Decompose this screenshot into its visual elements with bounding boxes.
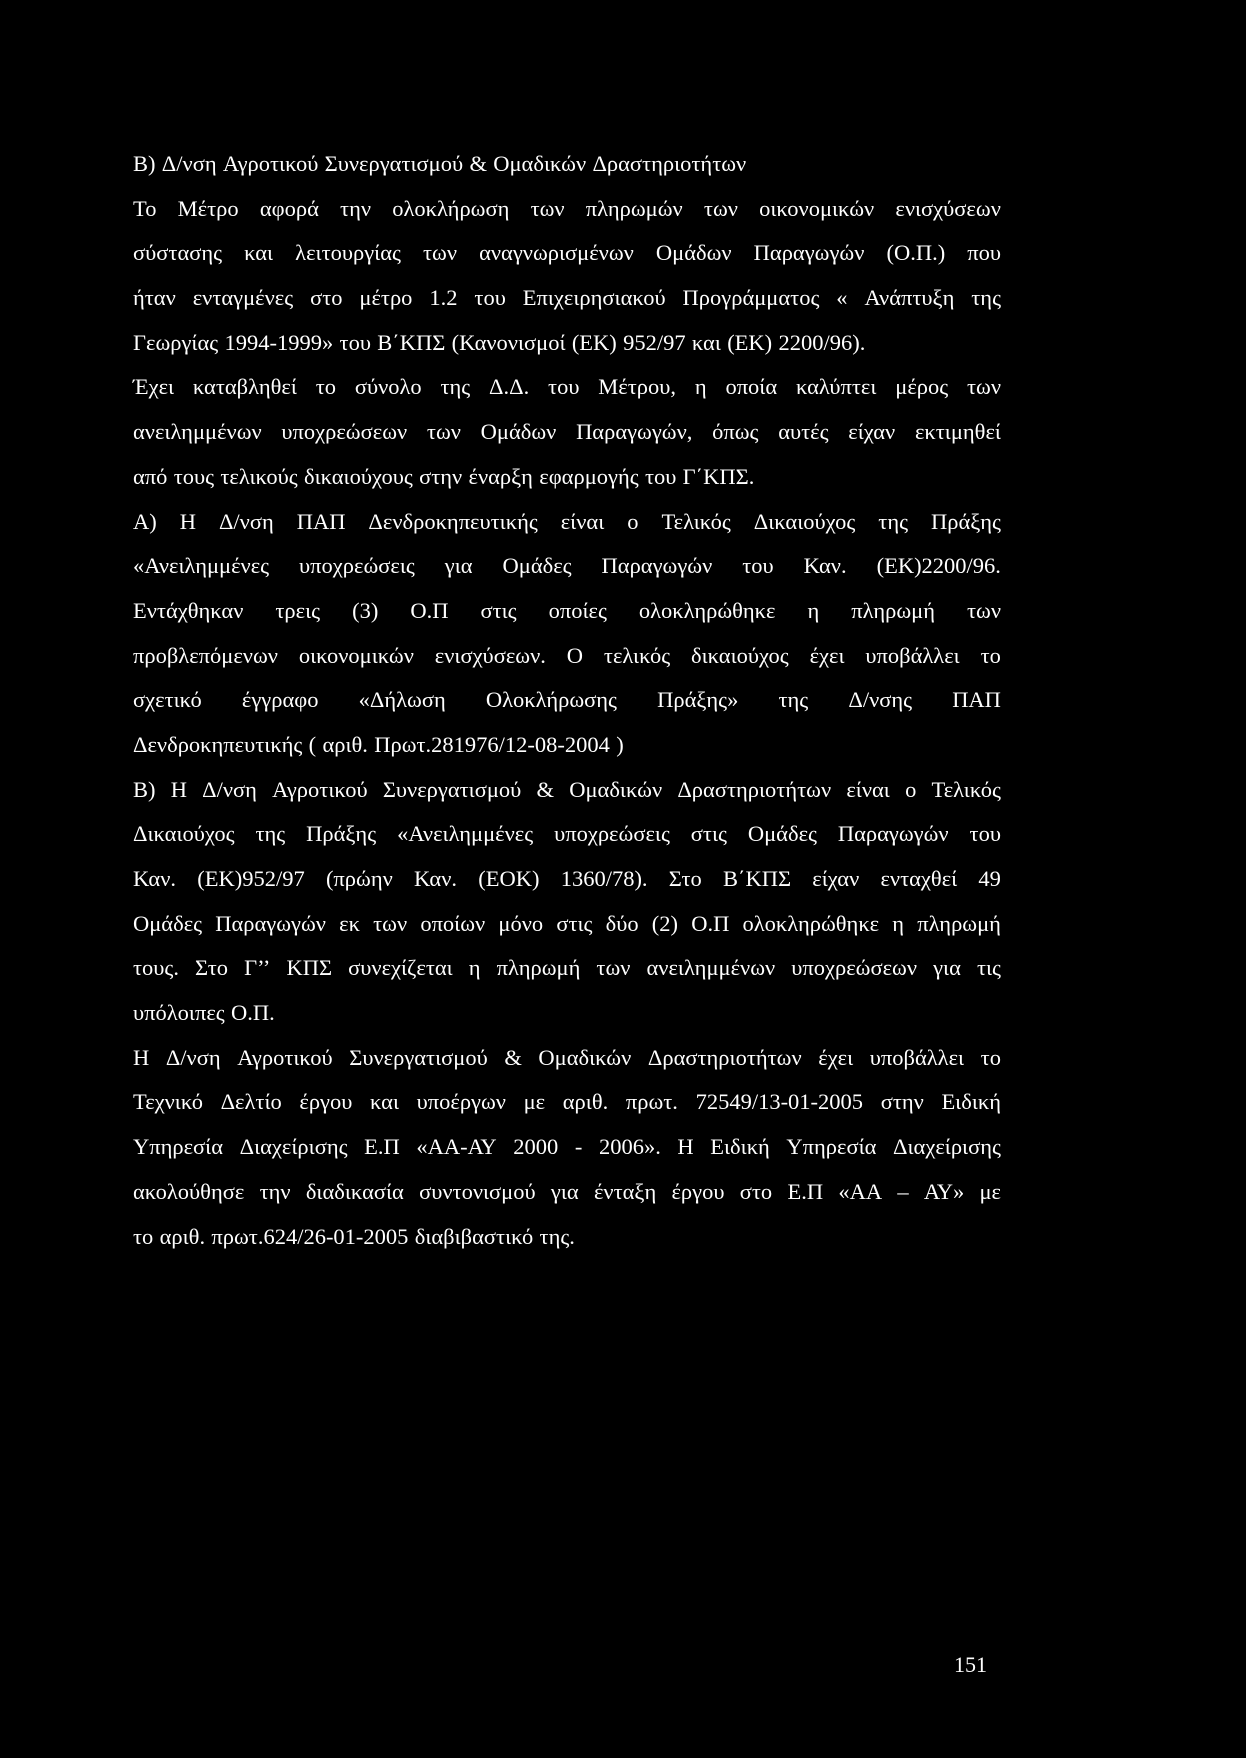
- word: αριθ.: [159, 1223, 206, 1249]
- word: των: [596, 955, 631, 981]
- word: Ανάπτυξη: [864, 285, 955, 311]
- word: συνεχίζεται: [348, 955, 453, 981]
- word: πληρωμή: [851, 597, 935, 623]
- word: Πράξης: [930, 508, 1001, 534]
- word: Καν.: [414, 866, 458, 891]
- word: καλύπτει: [795, 374, 877, 400]
- word: της: [878, 508, 908, 534]
- word: το: [315, 374, 336, 400]
- word: του: [644, 463, 677, 489]
- word: υποβάλλει: [865, 642, 960, 668]
- word: υπόλοιπες: [133, 1000, 225, 1026]
- word: του: [969, 821, 1001, 847]
- word: αφορά: [259, 195, 319, 221]
- word: ΚΠΣ: [286, 955, 333, 981]
- word: &: [469, 151, 487, 176]
- word: όπως: [712, 419, 759, 445]
- word: Έχει: [133, 374, 175, 400]
- word: Ομαδικών: [538, 1044, 632, 1070]
- word: ενισχύσεων: [895, 195, 1001, 221]
- word: Τελικός: [661, 508, 731, 534]
- word: την: [259, 1178, 291, 1204]
- text-line: [133, 1125, 1001, 1170]
- text-line: [133, 142, 1001, 187]
- word: Καν.: [133, 866, 177, 891]
- word: ): [616, 731, 624, 757]
- text-line: [133, 768, 1001, 813]
- word: Ειδική: [710, 1134, 770, 1160]
- word: Ο.Π: [691, 910, 730, 936]
- word: Ομάδες: [502, 553, 572, 579]
- word: είχαν: [812, 866, 860, 891]
- word: της: [255, 821, 286, 847]
- word: Εντάχθηκαν: [133, 597, 244, 623]
- word: Διαχείρισης: [893, 1134, 1001, 1160]
- word: Καν.: [803, 553, 847, 579]
- word: από: [133, 463, 168, 489]
- word: Πράξης»: [657, 687, 739, 713]
- word: Παραγωγών: [837, 821, 949, 847]
- word: ο: [905, 776, 917, 802]
- word: της: [440, 374, 471, 400]
- word: Το: [133, 195, 157, 221]
- word: το: [980, 1044, 1001, 1070]
- word: Επιχειρησιακού: [522, 285, 666, 311]
- word: δικαιούχος: [691, 642, 789, 668]
- word: Δικαιούχος: [133, 821, 235, 847]
- word: υποέργων: [416, 1089, 506, 1115]
- word: στο: [310, 285, 343, 311]
- word: το: [980, 642, 1001, 668]
- word: ενταχθεί: [880, 866, 958, 891]
- word: Διαχείρισης: [239, 1134, 348, 1160]
- word: ενταγμένες: [192, 285, 294, 311]
- word: τελικούς: [220, 463, 298, 489]
- word: Ομάδες: [133, 910, 203, 936]
- word: σχετικό: [133, 687, 202, 713]
- word: προβλεπόμενων: [133, 642, 278, 668]
- word: τελικός: [603, 642, 671, 668]
- text-line: [133, 857, 1001, 902]
- word: 952/97: [623, 329, 686, 355]
- word: υποχρεώσεων: [281, 419, 408, 445]
- word: τους: [173, 463, 215, 489]
- word: Συνεργατισμού: [382, 776, 522, 802]
- word: η: [694, 374, 707, 400]
- word: ολοκληρώθηκε: [742, 910, 880, 936]
- word: Γ’’: [244, 955, 271, 981]
- word: Υπηρεσία: [133, 1134, 224, 1160]
- word: οποίων: [420, 910, 486, 936]
- word: έχει: [809, 642, 845, 668]
- word: σύστασης: [133, 240, 223, 266]
- text-line: [133, 1170, 1001, 1215]
- word: ΑΥ»: [923, 1178, 965, 1204]
- text-line: [133, 231, 1001, 276]
- word: Δ/νση: [218, 508, 274, 534]
- word: Ειδική: [941, 1089, 1001, 1115]
- word: Α): [133, 508, 157, 534]
- word: Δελτίο: [220, 1089, 282, 1115]
- word: για: [444, 553, 473, 579]
- word: πληρωμή: [917, 910, 1001, 936]
- word: 2000: [513, 1134, 559, 1160]
- word: ο: [627, 508, 639, 534]
- text-lines: [133, 142, 1001, 1259]
- word: πληρωμών: [585, 195, 683, 221]
- word: Γεωργίας: [133, 329, 219, 355]
- word: των: [422, 240, 458, 266]
- word: (ΕΚ): [571, 329, 617, 355]
- word: πρωτ.624/26-01-2005: [211, 1223, 409, 1249]
- word: ανειλημμένων: [133, 419, 262, 445]
- document-body: [133, 142, 1001, 1259]
- word: Πρωτ.281976/12-08-2004: [374, 731, 610, 757]
- word: πρωτ.: [625, 1089, 678, 1115]
- word: υποβάλλει: [869, 1044, 965, 1070]
- word: ακολούθησε: [133, 1178, 245, 1204]
- word: «Δήλωση: [358, 687, 446, 713]
- word: για: [933, 955, 961, 981]
- word: Μέτρου,: [598, 374, 677, 400]
- word: ολοκληρώθηκε: [638, 597, 776, 623]
- word: Ε.Π: [364, 1134, 400, 1160]
- text-line: [133, 1036, 1001, 1081]
- word: Παραγωγών: [215, 910, 326, 936]
- word: –: [897, 1178, 909, 1204]
- word: και: [244, 240, 274, 266]
- word: αυτές: [778, 419, 829, 445]
- word: έναρξη: [468, 463, 533, 489]
- word: «ΑΑ: [838, 1178, 883, 1204]
- word: του: [548, 374, 580, 400]
- word: Ομαδικών: [569, 776, 663, 802]
- word: 72549/13-01-2005: [695, 1089, 864, 1115]
- word: είχαν: [848, 419, 896, 445]
- word: Αγροτικού: [237, 1044, 333, 1070]
- word: &: [504, 1044, 522, 1070]
- word: εκ: [339, 910, 360, 936]
- word: με: [523, 1089, 546, 1115]
- word: τρεις: [275, 597, 321, 623]
- word: με: [979, 1178, 1001, 1204]
- word: Τελικός: [931, 776, 1001, 802]
- word: Β): [133, 151, 156, 176]
- text-line: [133, 723, 1001, 768]
- word: (ΕΚ)2200/96.: [876, 553, 1001, 579]
- word: τις: [976, 955, 1001, 981]
- word: Δ/νση: [161, 151, 217, 176]
- word: ήταν: [133, 285, 176, 311]
- word: είναι: [560, 508, 605, 534]
- word: έχει: [818, 1044, 854, 1070]
- word: Ο.Π.: [230, 1000, 275, 1026]
- word: Ο.Π: [410, 597, 449, 623]
- word: την: [340, 195, 372, 221]
- word: Τεχνικό: [133, 1089, 203, 1115]
- word: Πράξης: [306, 821, 377, 847]
- text-line: [133, 544, 1001, 589]
- text-line: [133, 1080, 1001, 1125]
- word: μόνο: [498, 910, 544, 936]
- word: των: [966, 597, 1001, 623]
- word: οικονομικών: [298, 642, 414, 668]
- word: οικονομικών: [759, 195, 875, 221]
- text-line: [133, 946, 1001, 991]
- word: του: [339, 329, 371, 355]
- text-line: [133, 187, 1001, 232]
- text-line: [133, 991, 1001, 1036]
- word: (ΕΚ)952/97: [197, 866, 305, 891]
- word: Δ/νση: [165, 1044, 221, 1070]
- word: οποία: [725, 374, 778, 400]
- text-line: [133, 455, 1001, 500]
- word: είναι: [846, 776, 890, 802]
- word: (: [308, 731, 317, 757]
- word: στις: [556, 910, 593, 936]
- word: Η: [170, 776, 187, 802]
- word: Ομάδων: [480, 419, 557, 445]
- word: 1360/78).: [560, 866, 648, 891]
- word: αναγνωρισμένων: [479, 240, 634, 266]
- word: Ομαδικών: [493, 151, 587, 176]
- page-number: 151: [954, 1652, 987, 1677]
- word: Δικαιούχος: [753, 508, 856, 534]
- word: «ΑΑ-ΑΥ: [416, 1134, 497, 1160]
- word: για: [550, 1178, 579, 1204]
- word: (πρώην: [325, 866, 393, 891]
- text-line: [133, 634, 1001, 679]
- word: τους.: [133, 955, 179, 981]
- word: (2): [651, 910, 679, 936]
- word: των: [966, 374, 1001, 400]
- text-line: [133, 365, 1001, 410]
- word: 2006».: [598, 1134, 661, 1160]
- word: πληρωμή: [496, 955, 581, 981]
- word: ΠΑΠ: [296, 508, 346, 534]
- word: Ο: [566, 642, 584, 668]
- word: αριθ.: [322, 731, 368, 757]
- word: ΠΑΠ: [952, 687, 1001, 713]
- word: Αγροτικού: [272, 776, 368, 802]
- word: Μέτρο: [177, 195, 239, 221]
- word: μέρος: [895, 374, 949, 400]
- word: η: [807, 597, 820, 623]
- word: υποχρεώσεις: [299, 553, 415, 579]
- word: -: [574, 1134, 583, 1160]
- word: του: [474, 285, 506, 311]
- word: συντονισμού: [419, 1178, 536, 1204]
- word: των: [703, 195, 738, 221]
- word: στις: [480, 597, 517, 623]
- word: των: [426, 419, 461, 445]
- word: ενισχύσεων.: [434, 642, 546, 668]
- word: η: [892, 910, 905, 936]
- word: Δ/νση: [202, 776, 257, 802]
- word: αριθ.: [562, 1089, 609, 1115]
- word: Η: [179, 508, 196, 534]
- word: Η: [133, 1044, 150, 1070]
- word: Δραστηριοτήτων: [647, 1044, 802, 1070]
- word: το: [133, 1223, 154, 1249]
- word: του: [742, 553, 774, 579]
- word: (Κανονισμοί: [451, 329, 566, 355]
- word: Γ΄ΚΠΣ.: [682, 463, 755, 489]
- word: Συνεργατισμού: [349, 1044, 488, 1070]
- word: Ε.Π: [787, 1178, 824, 1204]
- word: Αγροτικού: [222, 151, 319, 176]
- word: στην: [419, 463, 463, 489]
- word: 49: [978, 866, 1001, 891]
- word: Προγράμματος: [682, 285, 820, 311]
- word: Ομάδων: [655, 240, 732, 266]
- word: διαδικασία: [305, 1178, 404, 1204]
- text-line: [133, 812, 1001, 857]
- word: λειτουργίας: [295, 240, 401, 266]
- word: εκτιμηθεί: [914, 419, 1001, 445]
- word: (ΕΟΚ): [478, 866, 540, 891]
- word: Δ/νσης: [848, 687, 913, 713]
- word: Συνεργατισμού: [324, 151, 464, 176]
- word: Β΄ΚΠΣ: [377, 329, 446, 355]
- word: ολοκλήρωση: [392, 195, 510, 221]
- word: που: [967, 240, 1001, 266]
- word: Παραγωγών: [753, 240, 865, 266]
- word: οποίες: [548, 597, 607, 623]
- word: η: [468, 955, 481, 981]
- word: υποχρεώσεων: [791, 955, 918, 981]
- word: 1.2: [429, 285, 458, 311]
- word: υποχρεώσεις: [554, 821, 670, 847]
- word: Η: [677, 1134, 694, 1160]
- word: διαβιβαστικό: [414, 1223, 534, 1249]
- word: «: [836, 285, 848, 311]
- word: μέτρο: [359, 285, 413, 311]
- word: των: [373, 910, 408, 936]
- word: στις: [690, 821, 727, 847]
- word: Παραγωγών: [601, 553, 713, 579]
- word: Β΄ΚΠΣ: [722, 866, 792, 891]
- word: στην: [880, 1089, 924, 1115]
- word: και: [370, 1089, 399, 1115]
- word: εφαρμογής: [539, 463, 639, 489]
- word: Στο: [668, 866, 702, 891]
- word: &: [536, 776, 555, 802]
- word: ανειλημμένων: [646, 955, 776, 981]
- text-line: [133, 410, 1001, 455]
- word: Δραστηριοτήτων: [677, 776, 832, 802]
- word: 2200/96).: [778, 329, 866, 355]
- word: Στο: [195, 955, 229, 981]
- word: Δ.Δ.: [489, 374, 530, 400]
- word: «Ανειλημμένες: [133, 553, 270, 579]
- word: της: [778, 687, 809, 713]
- text-line: [133, 902, 1001, 947]
- word: Ομάδες: [747, 821, 817, 847]
- word: 1994-1999»: [224, 329, 334, 355]
- word: έργου: [671, 1178, 725, 1204]
- word: της.: [539, 1223, 575, 1249]
- word: Παραγωγών,: [576, 419, 693, 445]
- text-line: [133, 500, 1001, 545]
- word: των: [530, 195, 565, 221]
- word: Β): [133, 776, 156, 802]
- text-line: [133, 589, 1001, 634]
- word: δικαιούχους: [303, 463, 413, 489]
- word: ένταξη: [593, 1178, 657, 1204]
- word: (ΕΚ): [727, 329, 773, 355]
- word: Δενδροκηπευτικής: [368, 508, 538, 534]
- word: της: [971, 285, 1001, 311]
- word: «Ανειλημμένες: [397, 821, 534, 847]
- word: σύνολο: [354, 374, 422, 400]
- text-line: [133, 321, 1001, 366]
- word: Υπηρεσία: [786, 1134, 877, 1160]
- word: Δενδροκηπευτικής: [133, 731, 303, 757]
- word: (3): [352, 597, 379, 623]
- word: (Ο.Π.): [886, 240, 946, 266]
- word: έγγραφο: [241, 687, 319, 713]
- word: και: [691, 329, 721, 355]
- word: Ολοκλήρωσης: [485, 687, 617, 713]
- text-line: [133, 678, 1001, 723]
- text-line: [133, 1215, 1001, 1260]
- word: καταβληθεί: [192, 374, 297, 400]
- word: στο: [739, 1178, 773, 1204]
- word: Δραστηριοτήτων: [592, 151, 747, 176]
- word: δύο: [605, 910, 639, 936]
- text-line: [133, 276, 1001, 321]
- word: έργου: [299, 1089, 353, 1115]
